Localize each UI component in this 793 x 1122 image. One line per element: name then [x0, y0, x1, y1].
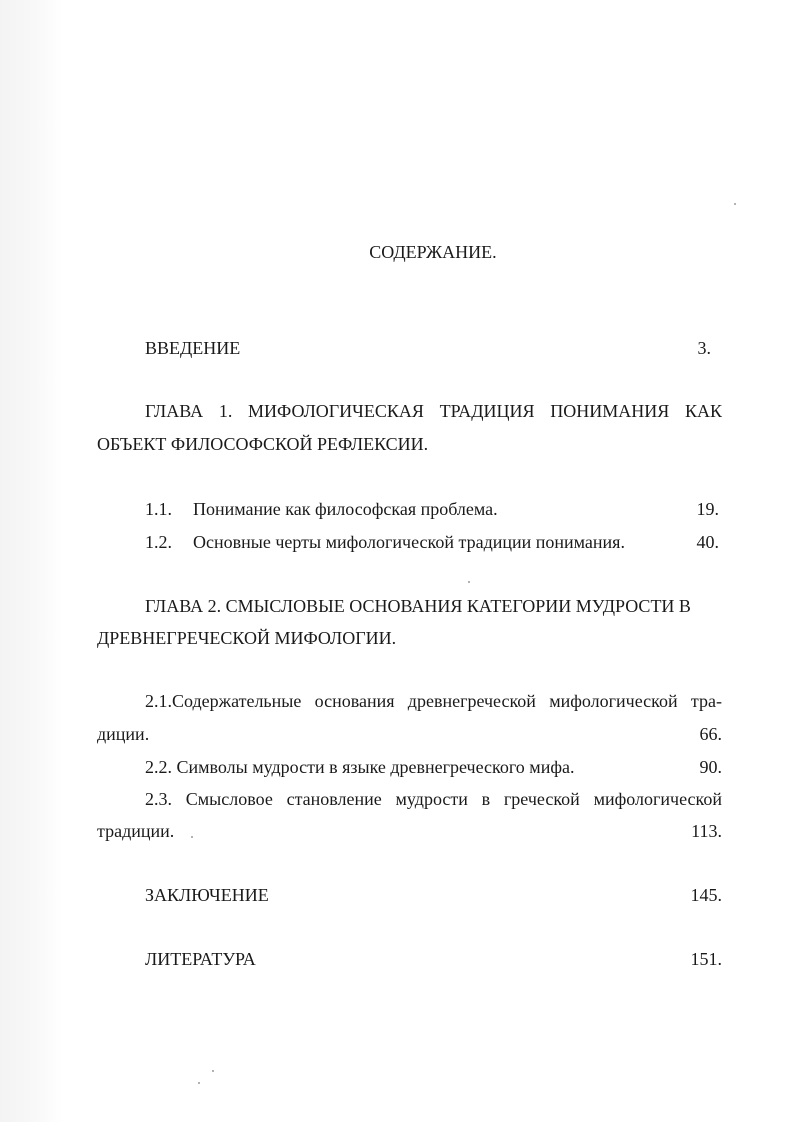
section-word: греческой [503, 789, 580, 809]
section-title: 2.2. Символы мудрости в языке древнегреческого мифа. [145, 757, 575, 777]
scan-speck [198, 1082, 200, 1084]
toc-entry-references [145, 948, 722, 970]
scan-speck [212, 1070, 214, 1072]
toc-entry-section-1-1 [145, 498, 719, 520]
toc-entry-page: 19. [696, 499, 719, 519]
scan-edge-shadow [0, 0, 62, 1122]
toc-entry-page: 40. [696, 532, 719, 552]
toc-entry-section-2-2 [145, 756, 722, 778]
chapter-1-word: ПОНИМАНИЯ [550, 401, 670, 421]
toc-entry-label: ЗАКЛЮЧЕНИЕ [145, 885, 269, 905]
section-title: Основные черты мифологической традиции понимания. [193, 532, 625, 552]
toc-entry-section-1-2 [145, 531, 719, 553]
chapter-1-word: ГЛАВА [145, 401, 204, 421]
section-word: тра- [690, 691, 722, 711]
toc-entry-section-2-3-line1 [145, 788, 722, 810]
toc-entry-section-2-1-line1 [145, 690, 722, 712]
toc-entry-page: 113. [691, 821, 722, 841]
chapter-1-word: КАК [684, 401, 722, 421]
toc-entry-introduction [145, 337, 711, 359]
toc-entry-label: ЛИТЕРАТУРА [145, 949, 256, 969]
scan-speck [734, 203, 736, 205]
toc-entry-page: 90. [699, 757, 722, 777]
scan-speck [468, 581, 470, 583]
section-word: Смысловое [185, 789, 273, 809]
chapter-1-heading-line2: ОБЪЕКТ ФИЛОСОФСКОЙ РЕФЛЕКСИИ. [97, 434, 429, 454]
chapter-1-heading-line1 [145, 400, 722, 422]
section-word: 2.3. [145, 789, 172, 809]
chapter-1-word: МИФОЛОГИЧЕСКАЯ [248, 401, 424, 421]
chapter-1-word: 1. [218, 401, 233, 421]
section-word: древнегреческой [407, 691, 536, 711]
section-number: 1.2. [145, 532, 172, 552]
toc-entry-page: 145. [690, 885, 722, 905]
chapter-2-heading-line1: ГЛАВА 2. СМЫСЛОВЫЕ ОСНОВАНИЯ КАТЕГОРИИ МУДРОСТИ В [145, 596, 691, 616]
toc-entry-section-2-3-line2 [97, 820, 722, 842]
section-word: становление [286, 789, 382, 809]
toc-entry-page: 151. [690, 949, 722, 969]
section-title-continuation: традиции. [97, 821, 175, 841]
section-number: 1.1. [145, 499, 172, 519]
toc-entry-page: 66. [699, 724, 722, 744]
chapter-1-word: ТРАДИЦИЯ [439, 401, 535, 421]
toc-entry-label: ВВЕДЕНИЕ [145, 338, 241, 358]
section-title-continuation: диции. [97, 724, 150, 744]
section-title: Понимание как философская проблема. [193, 499, 498, 519]
section-word: в [481, 789, 491, 809]
page-title: СОДЕРЖАНИЕ. [369, 242, 497, 262]
section-word: мудрости [395, 789, 468, 809]
section-word: мифологической [549, 691, 678, 711]
section-word: основания [314, 691, 395, 711]
toc-entry-conclusion [145, 884, 722, 906]
section-word: мифологической [593, 789, 722, 809]
toc-entry-section-2-1-line2 [97, 723, 722, 745]
toc-entry-page: 3. [697, 338, 711, 358]
section-word: 2.1.Содержательные [145, 691, 302, 711]
chapter-2-heading-line2: ДРЕВНЕГРЕЧЕСКОЙ МИФОЛОГИИ. [97, 628, 397, 648]
